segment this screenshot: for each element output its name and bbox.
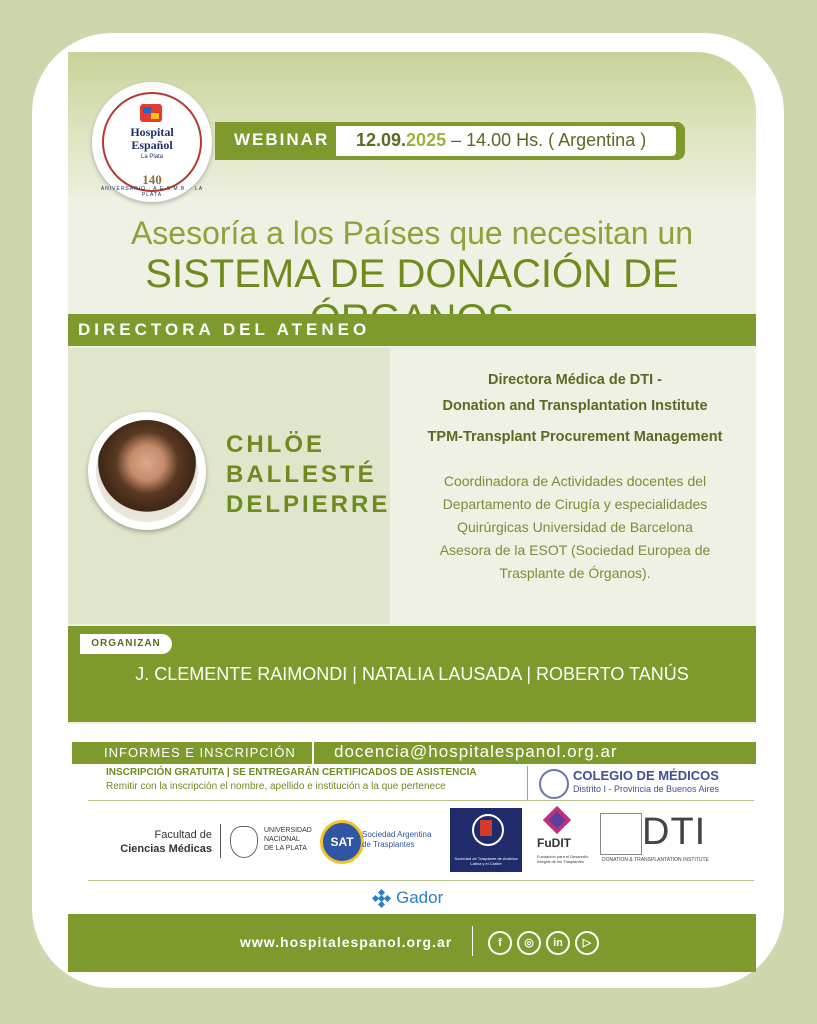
title-line2: SISTEMA DE DONACIÓN DE [145, 252, 679, 296]
hospital-logo [92, 82, 212, 202]
speaker-bio: Coordinadora de Actividades docentes del Departamento de Cirugía y especialidades Quirúrgicas Universidad de Barcelona Asesora de la ESOT (Sociedad Europea de Trasplante de Órganos). [439, 473, 711, 581]
registration-instructions: Remitir con la inscripción el nombre, apellido e institución a la que pertenece [106, 781, 446, 792]
stalyc-emblem-icon [480, 820, 492, 836]
gador-name: Gador [396, 888, 444, 907]
youtube-icon[interactable]: ▷ [575, 931, 599, 955]
divider-line [88, 800, 754, 801]
webinar-label: WEBINAR [234, 130, 330, 149]
facultad-logo-text: Facultad de Ciencias Médicas [120, 829, 212, 855]
sat-logo: SAT [320, 820, 364, 864]
facebook-icon[interactable]: f [488, 931, 512, 955]
logo-band: ANIVERSARIO · A.E.S.M.B. · LA PLATA [100, 186, 204, 198]
logo-anniversary: 140 [142, 172, 162, 187]
divider-line-2 [88, 880, 754, 881]
organizers-names: J. CLEMENTE RAIMONDI | NATALIA LAUSADA | ROBERTO TANÚS [135, 664, 689, 684]
dti-subtitle: DONATION & TRANSPLANTATION INSTITUTE [602, 857, 709, 863]
speaker-role-1: Directora Médica de DTI - [487, 372, 663, 388]
title-line1: Asesoría a los Países que necesitan un [130, 215, 694, 251]
logo-city: La Plata [140, 154, 164, 160]
organizers-label: ORGANIZAN [80, 634, 172, 654]
colegio-seal-icon [539, 769, 569, 799]
info-divider [312, 742, 314, 764]
speaker-role-3: TPM-Transplant Procurement Management [427, 429, 723, 445]
facultad-divider [220, 824, 221, 858]
logo-name: Hospital Español [130, 125, 174, 152]
fudit-name: FuDIT [537, 836, 571, 850]
linkedin-icon[interactable]: in [546, 931, 570, 955]
free-registration-note: INSCRIPCIÓN GRATUITA | SE ENTREGARÁN CERTIFICADOS DE ASISTENCIA [106, 767, 477, 778]
speaker-photo [88, 412, 206, 530]
hospital-cross-icon [140, 104, 162, 122]
director-section-label: DIRECTORA DEL ATENEO [78, 320, 371, 339]
dti-letters: DTI [642, 811, 707, 853]
colegio-subtitle: Distrito I - Provincia de Buenos Aires [573, 784, 720, 794]
unlp-seal-icon [230, 826, 258, 858]
stalyc-logo [450, 808, 522, 872]
speaker-name: CHLÖE BALLESTÉ DELPIERRE [226, 431, 391, 518]
event-date: 12.09.2025 – 14.00 Hs. ( Argentina ) [356, 130, 647, 150]
dti-pattern-icon [600, 813, 642, 855]
contact-email[interactable]: docencia@hospitalespanol.org.ar [334, 742, 618, 761]
footer-divider [472, 926, 473, 956]
website-link[interactable]: www.hospitalespanol.org.ar [240, 934, 453, 950]
gador-icon [373, 890, 391, 908]
speaker-role-2: Donation and Transplantation Institute [442, 398, 708, 414]
fudit-logo [537, 806, 593, 872]
colegio-name: COLEGIO DE MÉDICOS [573, 768, 719, 783]
instagram-icon[interactable]: ◎ [517, 931, 541, 955]
stalyc-text: Sociedad de Trasplante de América Latina y el Caribe [454, 856, 518, 866]
info-vertical-divider [527, 766, 528, 800]
unlp-text: UNIVERSIDAD NACIONAL DE LA PLATA [264, 827, 312, 852]
speaker-portrait [96, 420, 198, 522]
fudit-subtitle: Fundación para el Desarrollo Integral de los Trasplantes [537, 854, 589, 864]
info-label: INFORMES E INSCRIPCIÓN [104, 745, 296, 760]
sat-text: Sociedad Argentina de Trasplantes [362, 830, 432, 849]
